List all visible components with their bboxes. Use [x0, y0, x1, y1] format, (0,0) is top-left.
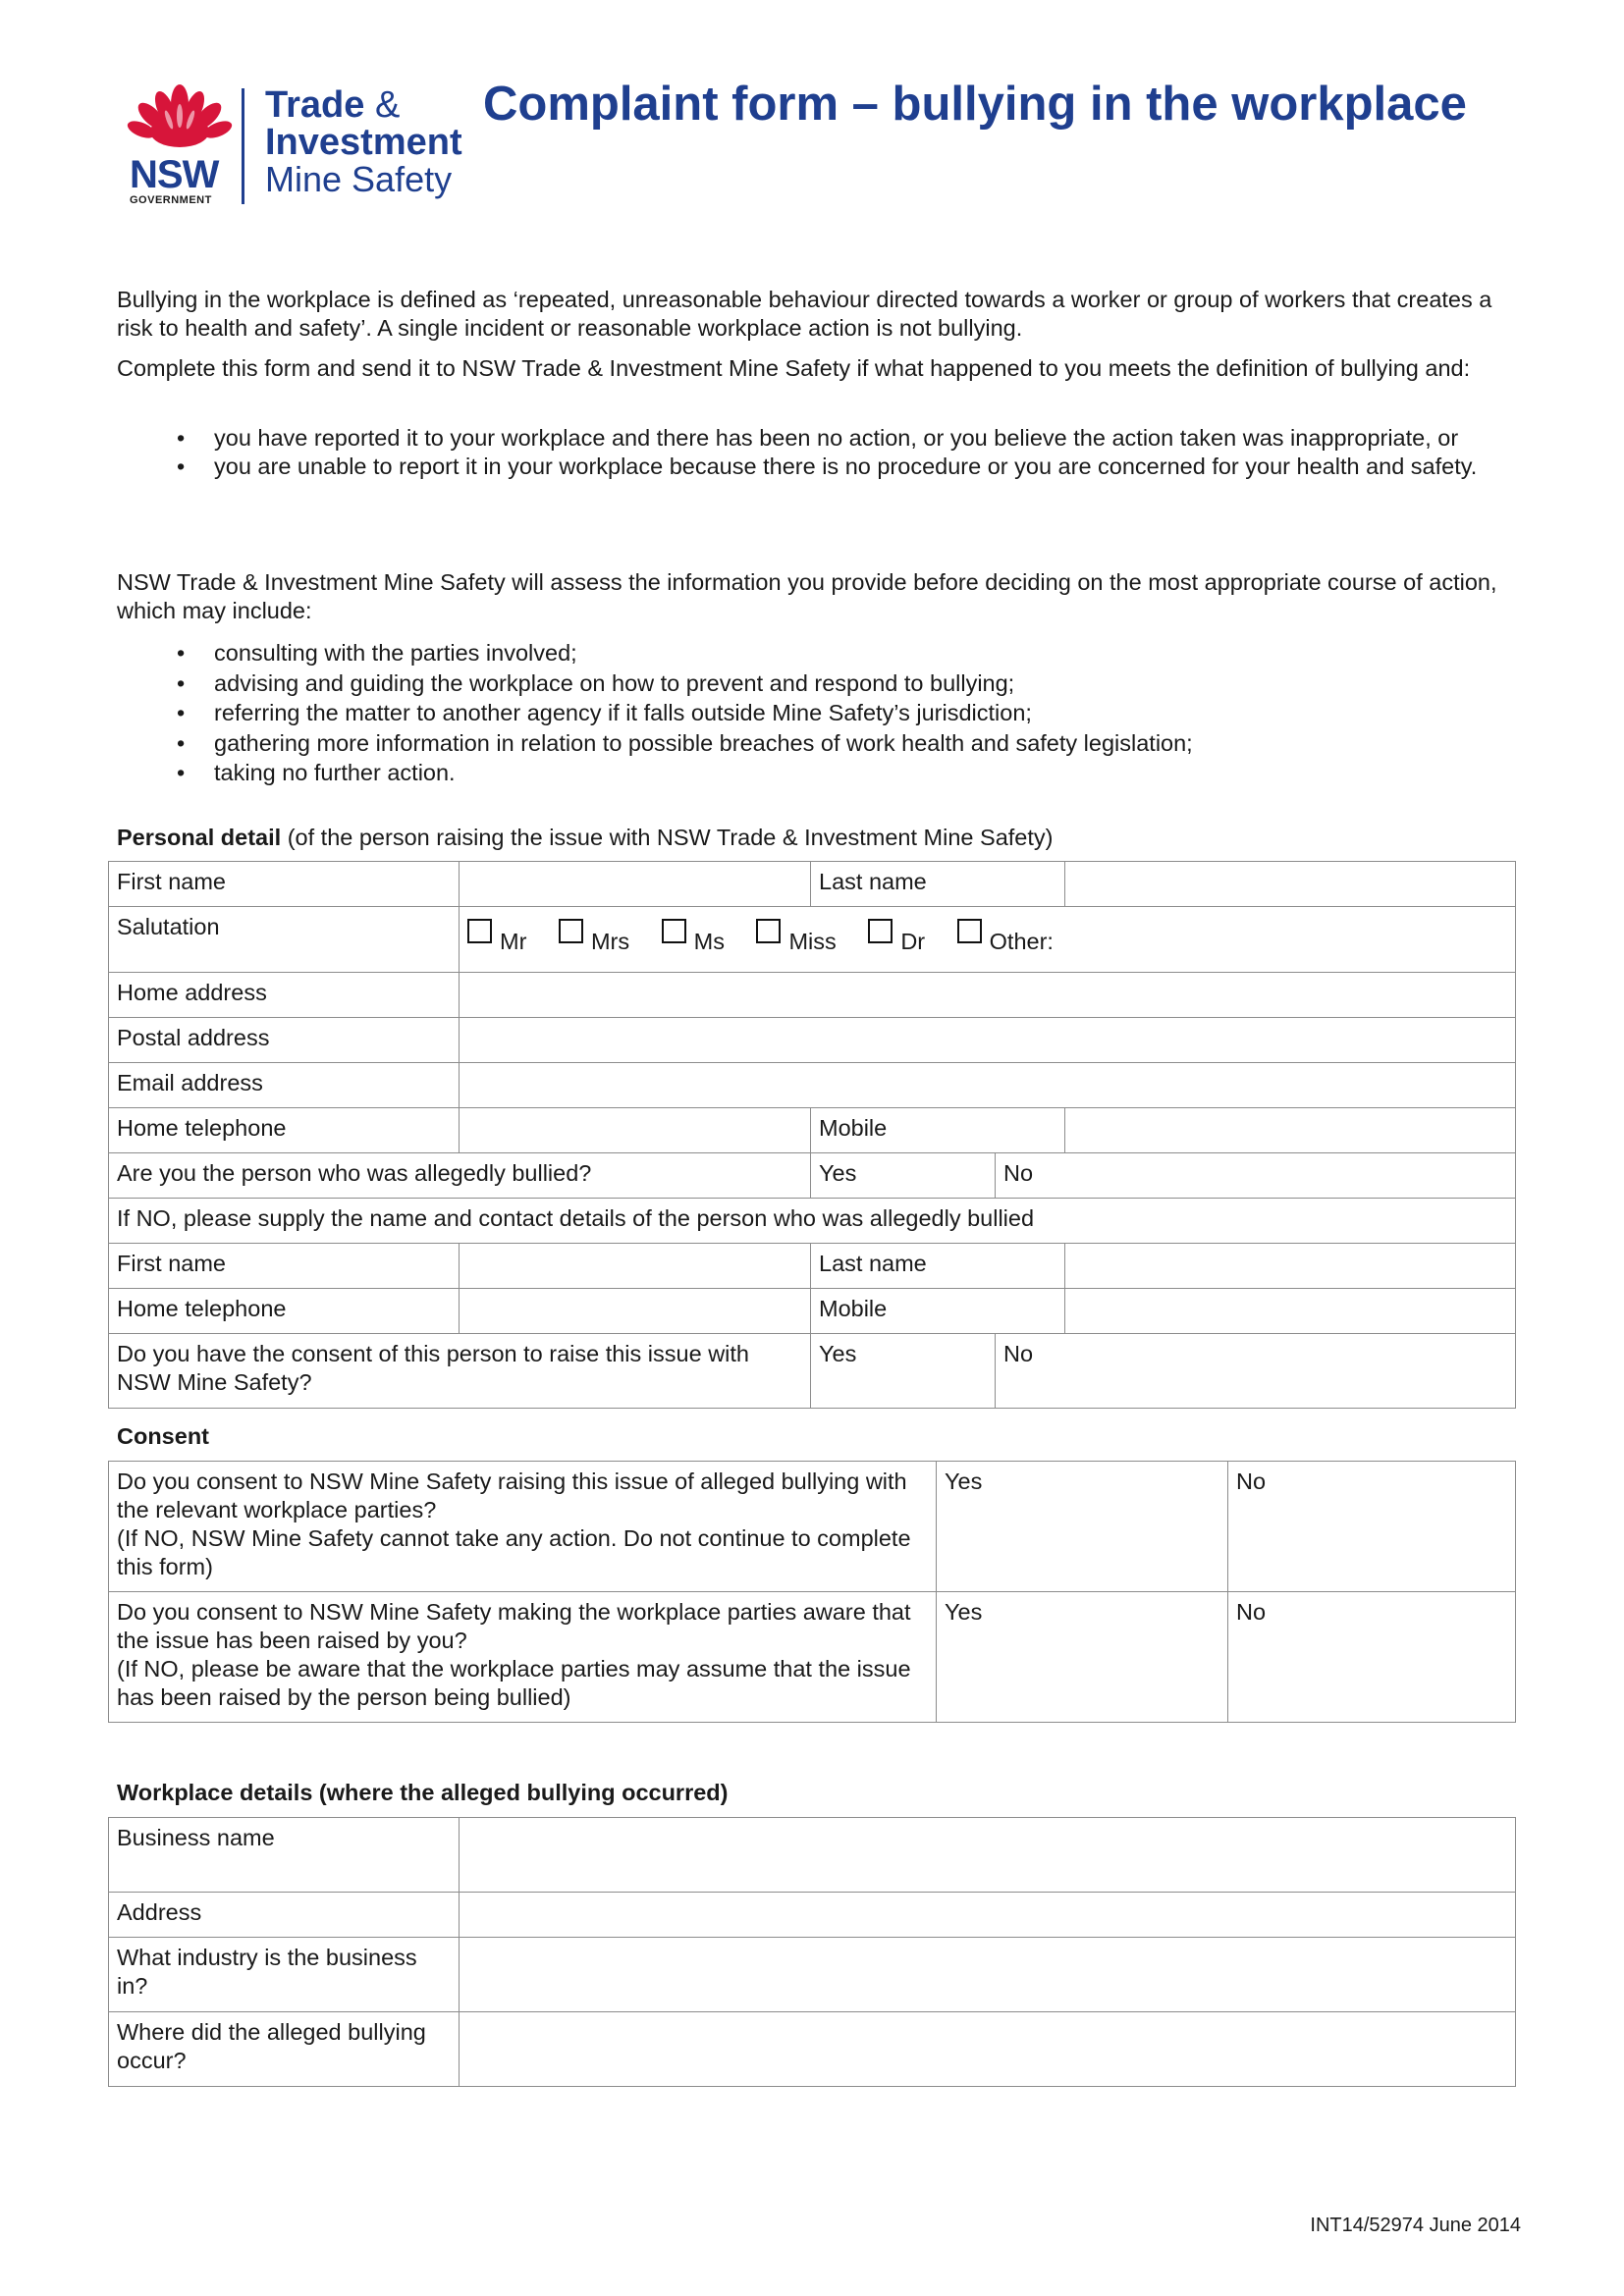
checkbox[interactable]: [957, 919, 982, 943]
salutation-dr[interactable]: Dr: [868, 919, 925, 948]
bullying-location-field[interactable]: [460, 2012, 1516, 2087]
list-item: • you have reported it to your workplace and there has been no action, or you believe the action taken was inappropriate, or: [214, 424, 1624, 453]
if-no-instruction: If NO, please supply the name and contact details of the person who was allegedly bullied: [109, 1199, 1516, 1244]
first-name-label: First name: [109, 862, 460, 907]
consent-question-1: Do you consent to NSW Mine Safety raising this issue of alleged bullying with the relevant workplace parties? (If NO, NSW Mine Safety cannot take any action. Do not continue to complete this form): [109, 1462, 937, 1592]
home-telephone-field[interactable]: [460, 1108, 811, 1153]
page-title: Complaint form – bullying in the workplace: [483, 78, 1467, 131]
consent-person-no-option[interactable]: No: [996, 1334, 1516, 1409]
nsw-trade-investment-logo: [126, 82, 479, 208]
home-address-label: Home address: [109, 973, 460, 1018]
postal-address-label: Postal address: [109, 1018, 460, 1063]
mobile-label: Mobile: [811, 1108, 1065, 1153]
criteria-list: [117, 424, 1624, 481]
business-address-label: Address: [109, 1893, 460, 1938]
home-telephone-label: Home telephone: [109, 1108, 460, 1153]
first-name-field[interactable]: [460, 862, 811, 907]
consent-2-yes-option[interactable]: Yes: [937, 1592, 1228, 1723]
business-name-label: Business name: [109, 1818, 460, 1893]
last-name-field[interactable]: [1065, 862, 1516, 907]
personal-detail-heading: Personal detail (of the person raising the issue with NSW Trade & Investment Mine Safety): [117, 825, 1054, 850]
checkbox[interactable]: [559, 919, 583, 943]
victim-last-name-field[interactable]: [1065, 1244, 1516, 1289]
logo-divider: [242, 88, 244, 204]
list-item: • consulting with the parties involved;: [214, 638, 1624, 668]
instructions-paragraph: Complete this form and send it to NSW Trade & Investment Mine Safety if what happened to you meets the definition of bullying and:: [117, 355, 1471, 381]
consent-1-no-option[interactable]: No: [1228, 1462, 1516, 1592]
email-address-field[interactable]: [460, 1063, 1516, 1108]
list-item: • referring the matter to another agency if it falls outside Mine Safety’s jurisdiction;: [214, 698, 1624, 728]
victim-first-name-field[interactable]: [460, 1244, 811, 1289]
victim-first-name-label: First name: [109, 1244, 460, 1289]
list-item: • advising and guiding the workplace on how to prevent and respond to bullying;: [214, 668, 1624, 699]
salutation-other[interactable]: Other:: [957, 919, 1054, 948]
checkbox[interactable]: [662, 919, 686, 943]
bullied-question-label: Are you the person who was allegedly bullied?: [109, 1153, 811, 1199]
consent-1-yes-option[interactable]: Yes: [937, 1462, 1228, 1592]
logo-nsw-text: NSW: [130, 153, 219, 196]
consent-heading: Consent: [117, 1423, 209, 1449]
business-name-field[interactable]: [460, 1818, 1516, 1893]
victim-mobile-label: Mobile: [811, 1289, 1065, 1334]
salutation-options: [460, 907, 1516, 973]
mobile-field[interactable]: [1065, 1108, 1516, 1153]
bullying-location-label: Where did the alleged bullying occur?: [109, 2012, 460, 2087]
postal-address-field[interactable]: [460, 1018, 1516, 1063]
workplace-details-table: [108, 1817, 1516, 2087]
actions-list: [117, 638, 1624, 788]
email-address-label: Email address: [109, 1063, 460, 1108]
victim-last-name-label: Last name: [811, 1244, 1065, 1289]
business-address-field[interactable]: [460, 1893, 1516, 1938]
definition-paragraph: Bullying in the workplace is defined as ‘repeated, unreasonable behaviour directed towards a worker or group of workers that creates a risk to health and safety’. A single incident or reasonable workplace action is not bullying.: [117, 287, 1492, 341]
document-reference: INT14/52974 June 2014: [1310, 2215, 1521, 2236]
consent-person-yes-option[interactable]: Yes: [811, 1334, 996, 1409]
logo-wordmark: Trade & Investment Mine Safety: [265, 84, 462, 199]
salutation-mrs[interactable]: Mrs: [559, 919, 629, 948]
salutation-miss[interactable]: Miss: [756, 919, 836, 948]
list-item: • taking no further action.: [214, 758, 1624, 788]
victim-mobile-field[interactable]: [1065, 1289, 1516, 1334]
checkbox[interactable]: [756, 919, 781, 943]
salutation-mr[interactable]: Mr: [467, 919, 526, 948]
logo-government-text: GOVERNMENT: [130, 194, 212, 206]
consent-2-no-option[interactable]: No: [1228, 1592, 1516, 1723]
workplace-details-heading: Workplace details (where the alleged bullying occurred): [117, 1780, 729, 1805]
checkbox[interactable]: [868, 919, 893, 943]
list-item: • gathering more information in relation to possible breaches of work health and safety legislation;: [214, 728, 1624, 759]
victim-home-telephone-label: Home telephone: [109, 1289, 460, 1334]
assessment-paragraph: NSW Trade & Investment Mine Safety will assess the information you provide before deciding on the most appropriate course of action, which may include:: [117, 569, 1497, 623]
consent-table: [108, 1461, 1516, 1723]
personal-detail-table: [108, 861, 1516, 1409]
home-address-field[interactable]: [460, 973, 1516, 1018]
industry-label: What industry is the business in?: [109, 1938, 460, 2012]
waratah-icon: [126, 82, 234, 153]
bullied-no-option[interactable]: No: [996, 1153, 1516, 1199]
victim-home-telephone-field[interactable]: [460, 1289, 811, 1334]
bullied-yes-option[interactable]: Yes: [811, 1153, 996, 1199]
list-item: • you are unable to report it in your workplace because there is no procedure or you are concerned for your health and safety.: [214, 453, 1624, 481]
industry-field[interactable]: [460, 1938, 1516, 2012]
last-name-label: Last name: [811, 862, 1065, 907]
salutation-ms[interactable]: Ms: [662, 919, 725, 948]
consent-question-2: Do you consent to NSW Mine Safety making the workplace parties aware that the issue has been raised by you? (If NO, please be aware that the workplace parties may assume that the issue has been raised by the person being bullied): [109, 1592, 937, 1723]
consent-person-question: Do you have the consent of this person to raise this issue with NSW Mine Safety?: [109, 1334, 811, 1409]
checkbox[interactable]: [467, 919, 492, 943]
salutation-label: Salutation: [109, 907, 460, 973]
